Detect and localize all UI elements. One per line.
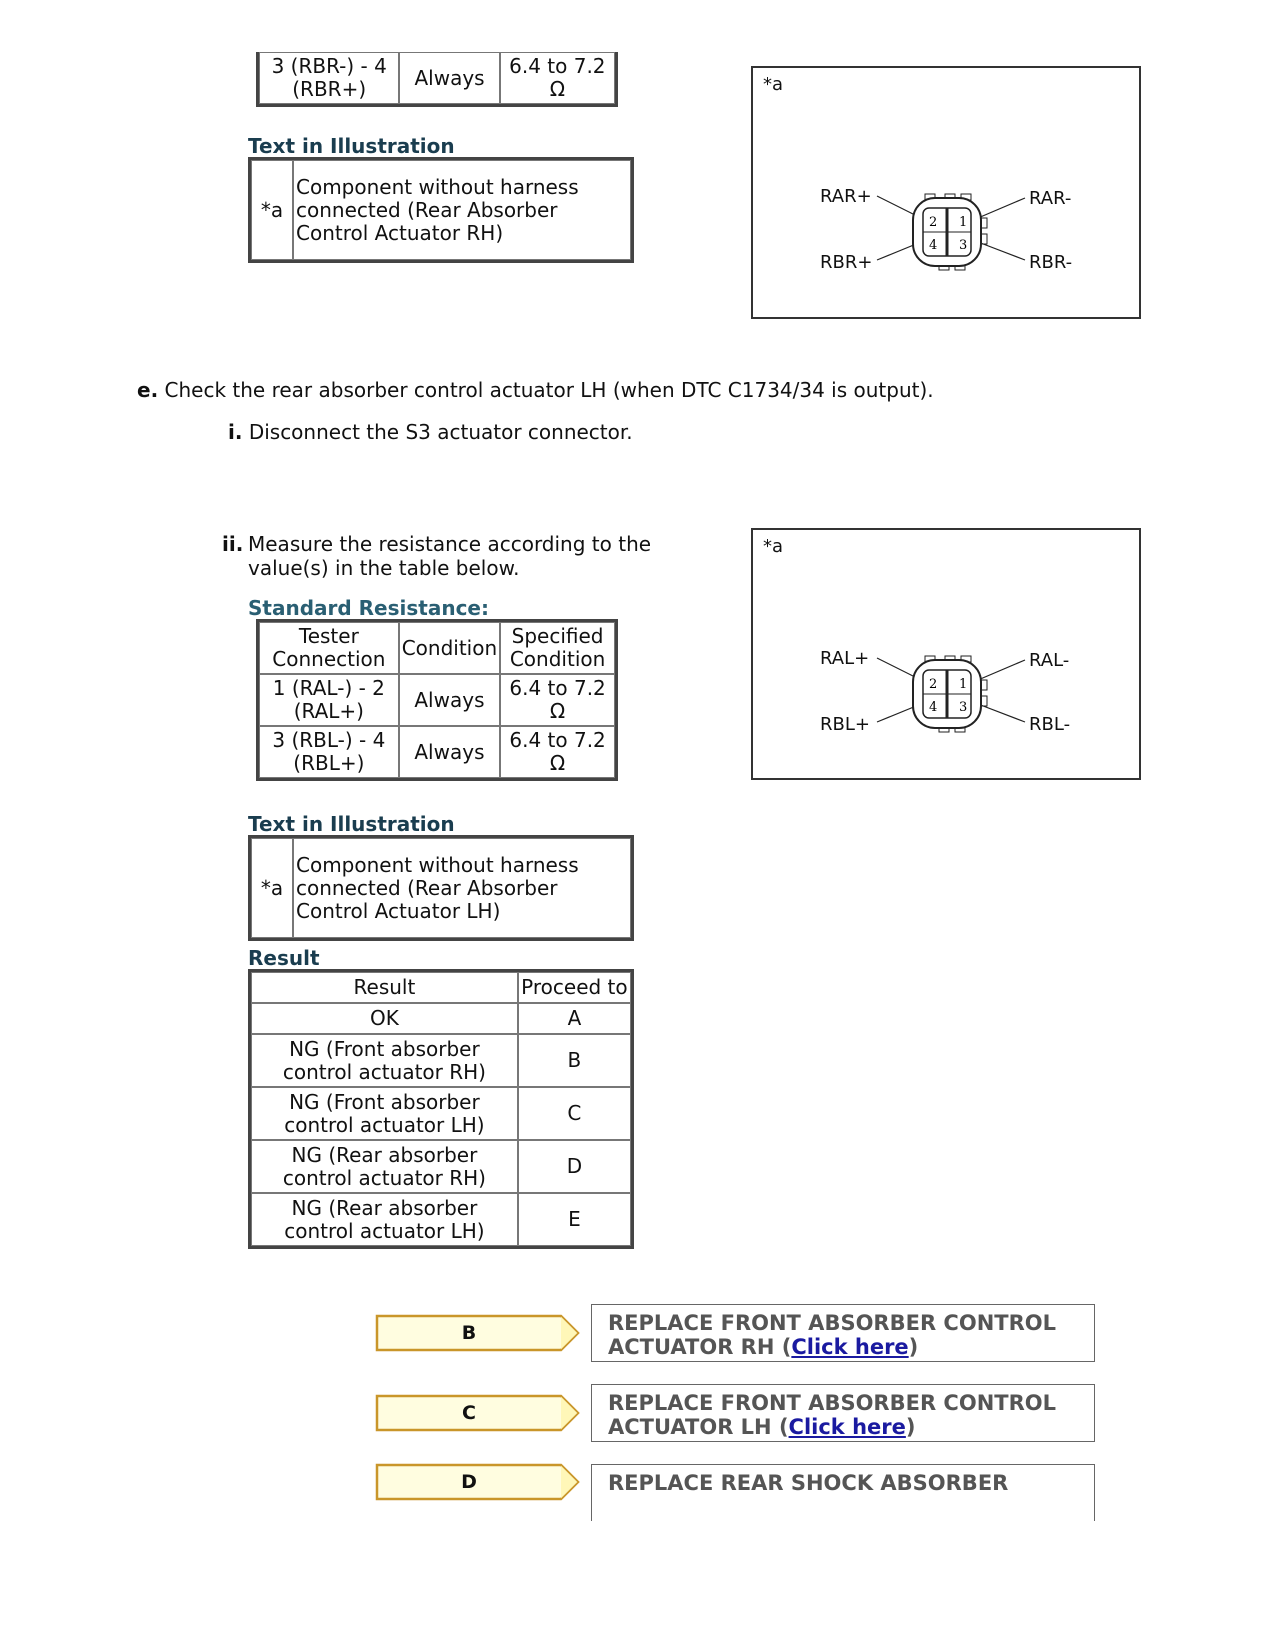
action-text-close: ) <box>908 1335 919 1359</box>
table-row <box>259 726 615 778</box>
action-text: REPLACE FRONT ABSORBER CONTROL ACTUATOR LH ( <box>608 1391 1056 1439</box>
step-text: Disconnect the S3 actuator connector. <box>248 420 633 444</box>
top-resistance-table <box>256 52 618 107</box>
text-in-illustration-table <box>248 835 634 941</box>
step-i <box>228 420 633 444</box>
step-text: Measure the resistance according to the value(s) in the table below. <box>248 532 652 580</box>
proceed-c-button[interactable] <box>375 1393 581 1437</box>
pin-label: RBL+ <box>820 714 870 735</box>
click-here-link[interactable]: Click here <box>791 1335 909 1359</box>
pin-number: 1 <box>959 677 968 692</box>
table-header-row <box>251 972 631 1003</box>
legend-text: Component without harness connected (Rear Absorber Control Actuator LH) <box>293 838 631 938</box>
standard-resistance-table <box>256 619 618 781</box>
table-row <box>251 1003 631 1034</box>
legend-key: *a <box>251 838 293 938</box>
table-cell: D <box>518 1140 631 1193</box>
action-text-close: ) <box>905 1415 916 1439</box>
action-replace-front-rh <box>591 1304 1095 1362</box>
pin-number: 4 <box>929 238 938 253</box>
table-cell: 3 (RBR-) - 4 (RBR+) <box>259 52 399 104</box>
table-cell: 1 (RAL-) - 2 (RAL+) <box>259 674 399 726</box>
step-text: Check the rear absorber control actuator LH (when DTC C1734/34 is output). <box>164 378 934 402</box>
result-title: Result <box>248 946 320 970</box>
step-e <box>137 378 934 402</box>
table-cell: C <box>518 1087 631 1140</box>
standard-resistance-title: Standard Resistance: <box>248 596 489 620</box>
column-header: Proceed to <box>518 972 631 1003</box>
pin-number: 3 <box>959 238 968 253</box>
pin-label: RBL- <box>1029 714 1071 735</box>
legend-key: *a <box>251 160 293 260</box>
step-marker: e. <box>137 378 159 402</box>
pin-number: 3 <box>959 700 968 715</box>
table-row <box>251 838 631 938</box>
column-header: Tester Connection <box>259 622 399 674</box>
pin-number: 1 <box>959 215 968 230</box>
button-label: D <box>461 1471 477 1493</box>
step-ii <box>222 532 722 580</box>
pin-number: 2 <box>929 215 938 230</box>
connector-icon <box>753 530 1139 778</box>
table-cell: Always <box>399 726 500 778</box>
pin-label: RBR+ <box>820 252 873 273</box>
table-cell: E <box>518 1193 631 1246</box>
table-cell: Always <box>399 674 500 726</box>
table-cell: A <box>518 1003 631 1034</box>
table-cell: NG (Rear absorber control actuator LH) <box>251 1193 518 1246</box>
column-header: Result <box>251 972 518 1003</box>
column-header: Condition <box>399 622 500 674</box>
table-cell: OK <box>251 1003 518 1034</box>
table-row <box>251 160 631 260</box>
table-cell: Always <box>399 52 499 104</box>
table-cell: B <box>518 1034 631 1087</box>
action-text: REPLACE FRONT ABSORBER CONTROL ACTUATOR RH ( <box>608 1311 1056 1359</box>
pin-label: RAL- <box>1029 650 1070 671</box>
step-marker: ii. <box>222 532 244 556</box>
illustration-key: *a <box>763 74 784 95</box>
proceed-d-button[interactable] <box>375 1462 581 1506</box>
action-replace-front-lh <box>591 1384 1095 1442</box>
action-text: REPLACE REAR SHOCK ABSORBER <box>608 1471 1009 1495</box>
result-table <box>248 969 634 1249</box>
table-row <box>259 52 615 104</box>
column-header: Specified Condition <box>500 622 615 674</box>
connector-illustration-lh <box>751 528 1141 780</box>
pin-label: RAR+ <box>820 186 872 207</box>
table-row <box>259 674 615 726</box>
table-cell: 3 (RBL-) - 4 (RBL+) <box>259 726 399 778</box>
text-in-illustration-title: Text in Illustration <box>248 812 455 836</box>
pin-label: RBR- <box>1029 252 1073 273</box>
table-cell: NG (Front absorber control actuator LH) <box>251 1087 518 1140</box>
action-replace-rear-shock <box>591 1464 1095 1521</box>
table-cell: 6.4 to 7.2 Ω <box>500 674 615 726</box>
table-row <box>251 1034 631 1087</box>
connector-icon <box>753 68 1139 317</box>
table-row <box>251 1087 631 1140</box>
click-here-link[interactable]: Click here <box>788 1415 906 1439</box>
table-header-row <box>259 622 615 674</box>
button-label: C <box>462 1402 476 1424</box>
table-row <box>251 1193 631 1246</box>
text-in-illustration-title: Text in Illustration <box>248 134 455 158</box>
illustration-key: *a <box>763 536 784 557</box>
table-cell: 6.4 to 7.2 Ω <box>500 726 615 778</box>
table-cell: NG (Rear absorber control actuator RH) <box>251 1140 518 1193</box>
legend-text: Component without harness connected (Rear Absorber Control Actuator RH) <box>293 160 631 260</box>
table-cell: NG (Front absorber control actuator RH) <box>251 1034 518 1087</box>
step-marker: i. <box>228 420 243 444</box>
text-in-illustration-table <box>248 157 634 263</box>
connector-illustration-rh <box>751 66 1141 319</box>
pin-number: 2 <box>929 677 938 692</box>
pin-number: 4 <box>929 700 938 715</box>
pin-label: RAR- <box>1029 188 1072 209</box>
table-cell: 6.4 to 7.2 Ω <box>500 52 615 104</box>
table-row <box>251 1140 631 1193</box>
button-label: B <box>461 1322 477 1344</box>
proceed-b-button[interactable] <box>375 1313 581 1357</box>
pin-label: RAL+ <box>820 648 870 669</box>
